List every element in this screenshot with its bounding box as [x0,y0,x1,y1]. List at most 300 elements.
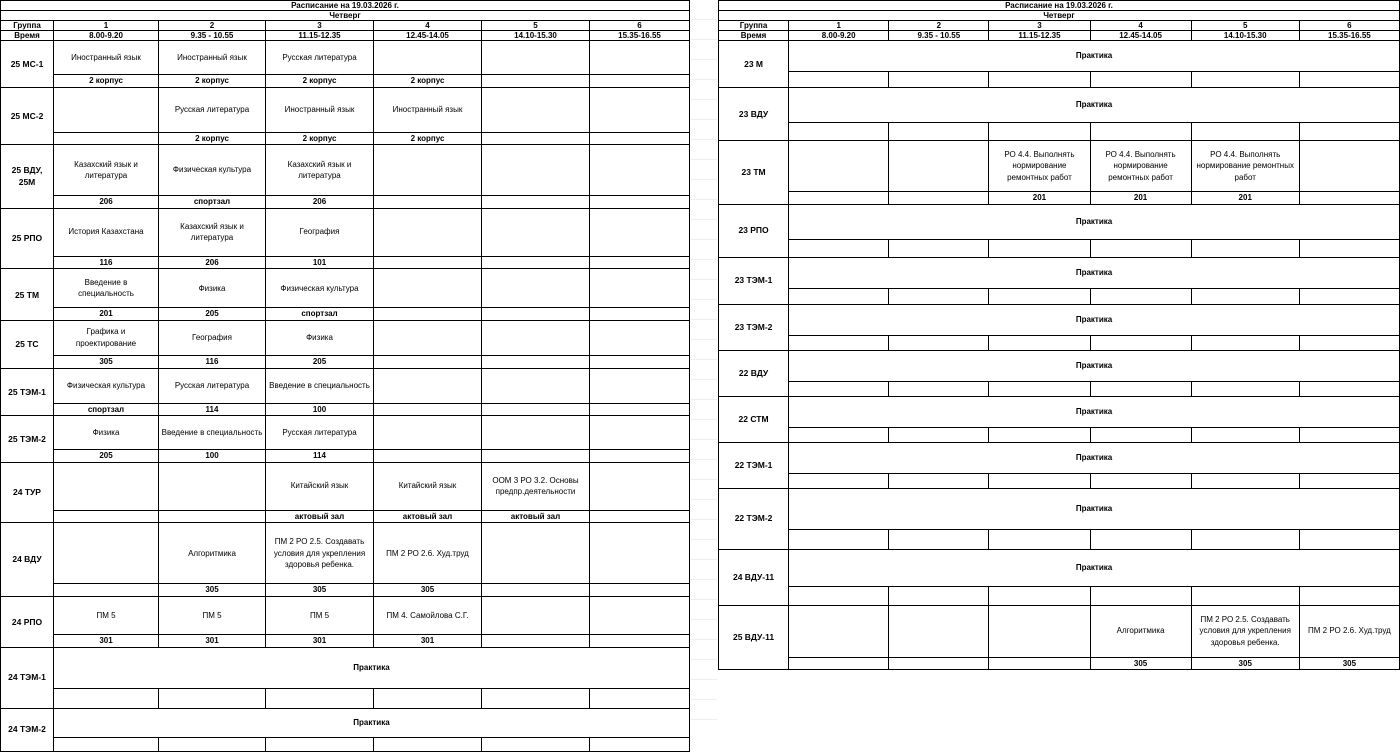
room-cell: 206 [266,196,374,209]
room-row [1,132,690,145]
group-row [1,708,690,737]
room-cell: 2 корпус [374,75,482,88]
room-cell: спортзал [54,403,159,416]
room-cell [1090,586,1191,605]
group-row [719,350,1400,381]
room-cell: 101 [266,256,374,269]
room-row [1,634,690,647]
room-cell [789,192,889,205]
subject-cell: Казахский язык и литература [266,145,374,196]
room-cell: 305 [1299,657,1399,670]
group-row [1,523,690,584]
room-cell: 114 [266,450,374,463]
subject-cell: РО 4.4. Выполнять нормирование ремонтных работ [989,141,1090,192]
subject-cell [1299,141,1399,192]
group-row [719,304,1400,335]
subject-cell [590,269,690,308]
group-row [719,442,1400,473]
practice-cell: Практика [789,350,1400,381]
group-name: 23 ВДУ [719,88,789,141]
room-cell: 301 [266,634,374,647]
room-cell [482,688,590,708]
subject-cell [590,87,690,132]
room-cell [1299,529,1399,549]
room-cell [889,192,989,205]
room-cell: 2 корпус [266,132,374,145]
room-cell: 206 [159,256,266,269]
group-column-header: Группа [719,21,789,31]
room-cell [374,403,482,416]
room-cell [590,196,690,209]
subject-cell [374,145,482,196]
pair-number: 6 [1299,21,1399,31]
group-name: 22 СТМ [719,396,789,442]
pair-time: 8.00-9.20 [789,31,889,41]
subject-cell: Иностранный язык [54,41,159,75]
group-name: 24 ВДУ [1,523,54,597]
schedule-table-right [718,0,1400,670]
room-cell [989,123,1090,141]
subject-cell [590,416,690,450]
room-cell: 2 корпус [54,75,159,88]
time-row [719,31,1400,41]
practice-cell: Практика [789,88,1400,123]
room-cell: 301 [159,634,266,647]
room-cell [590,584,690,597]
room-cell: 305 [54,355,159,368]
subject-cell: Алгоритмика [1090,605,1191,657]
room-cell [590,737,690,751]
pair-number: 4 [374,21,482,31]
practice-cell: Практика [789,204,1400,239]
pair-time: 15.35-16.55 [1299,31,1399,41]
subject-cell [889,141,989,192]
room-cell [590,75,690,88]
room-cell [889,529,989,549]
pair-number: 5 [482,21,590,31]
room-cell [1090,72,1191,88]
pair-number: 6 [590,21,690,31]
group-row [719,88,1400,123]
schedule-title: Расписание на 19.03.2026 г. [1,1,690,11]
room-cell [1090,427,1191,442]
subject-cell [482,208,590,256]
practice-cell: Практика [789,442,1400,473]
room-cell: 205 [54,450,159,463]
group-name: 25 ТС [1,320,54,368]
room-row [719,586,1400,605]
room-row [1,737,690,751]
room-row [1,584,690,597]
group-name: 23 ТЭМ-2 [719,304,789,350]
group-row [719,488,1400,529]
room-cell [989,657,1090,670]
schedule-sheet-left [0,0,690,752]
room-cell [482,75,590,88]
subject-cell [482,41,590,75]
subject-cell: РО 4.4. Выполнять нормирование ремонтных работ [1090,141,1191,192]
practice-cell: Практика [789,488,1400,529]
group-name: 24 ТУР [1,462,54,523]
room-row [1,75,690,88]
time-column-header: Время [1,31,54,41]
room-cell [1191,335,1299,350]
group-name: 24 ТЭМ-1 [1,647,54,708]
subject-cell [482,596,590,634]
room-cell [590,634,690,647]
pair-time: 14.10-15.30 [1191,31,1299,41]
room-cell: актовый зал [482,510,590,523]
room-cell [590,308,690,321]
group-name: 22 ТЭМ-1 [719,442,789,488]
room-cell: 305 [374,584,482,597]
group-name: 24 ТЭМ-2 [1,708,54,751]
room-cell [590,256,690,269]
room-cell [989,473,1090,488]
room-cell [1191,72,1299,88]
group-name: 25 ТМ [1,269,54,321]
group-row [1,596,690,634]
subject-cell: Русская литература [266,41,374,75]
subject-cell [374,269,482,308]
pair-time: 15.35-16.55 [590,31,690,41]
room-cell [1299,427,1399,442]
room-cell [374,196,482,209]
room-cell [54,510,159,523]
room-cell: актовый зал [266,510,374,523]
room-cell [989,381,1090,396]
room-row [719,72,1400,88]
room-cell: 206 [54,196,159,209]
room-cell [889,473,989,488]
room-cell [590,510,690,523]
room-cell [1191,123,1299,141]
subject-cell: ПМ 5 [54,596,159,634]
room-cell [482,355,590,368]
group-name: 25 ТЭМ-1 [1,368,54,416]
subject-cell [374,208,482,256]
pair-number-row [719,21,1400,31]
room-cell [159,737,266,751]
room-cell [1299,239,1399,257]
room-cell [590,355,690,368]
subject-cell [789,605,889,657]
subject-cell: Иностранный язык [159,41,266,75]
room-cell [590,688,690,708]
room-cell [789,381,889,396]
subject-cell: ПМ 5 [266,596,374,634]
schedule-table-left [0,0,690,752]
title-row [719,1,1400,11]
subject-cell [590,523,690,584]
group-row [1,647,690,688]
room-cell: 2 корпус [374,132,482,145]
room-cell [482,450,590,463]
subject-cell [590,368,690,403]
room-cell [374,355,482,368]
room-cell [1090,473,1191,488]
room-cell [54,737,159,751]
room-cell [889,381,989,396]
practice-cell: Практика [54,708,690,737]
subject-cell [374,41,482,75]
room-cell [889,123,989,141]
subject-cell: Введение в специальность [54,269,159,308]
room-cell [482,132,590,145]
subject-cell [482,368,590,403]
subject-cell [159,462,266,510]
subject-cell: ПМ 4. Самойлова С.Г. [374,596,482,634]
room-cell [482,737,590,751]
room-cell: актовый зал [374,510,482,523]
room-cell: 2 корпус [266,75,374,88]
subject-cell: ПМ 2 РО 2.6. Худ.труд [374,523,482,584]
pair-time: 12.45-14.05 [374,31,482,41]
room-row [719,427,1400,442]
room-cell [374,256,482,269]
room-cell [1191,529,1299,549]
room-cell [482,308,590,321]
group-name: 22 ВДУ [719,350,789,396]
subject-cell [590,145,690,196]
room-cell: 116 [159,355,266,368]
group-name: 25 ВДУ, 25М [1,145,54,209]
subject-cell: Физическая культура [266,269,374,308]
pair-time: 14.10-15.30 [482,31,590,41]
room-cell [1090,381,1191,396]
subject-cell: Казахский язык и литература [54,145,159,196]
pair-time: 9.35 - 10.55 [159,31,266,41]
subject-cell [374,320,482,355]
practice-cell: Практика [789,304,1400,335]
group-row [1,145,690,196]
time-column-header: Время [719,31,789,41]
room-row [1,355,690,368]
room-cell [1299,72,1399,88]
room-cell [54,688,159,708]
room-cell [1191,473,1299,488]
room-row [719,529,1400,549]
room-cell [989,586,1090,605]
day-name: Четверг [719,11,1400,21]
group-name: 23 ТМ [719,141,789,205]
room-cell: 205 [159,308,266,321]
group-name: 24 РПО [1,596,54,647]
room-cell [889,427,989,442]
room-cell [1299,192,1399,205]
room-cell [482,634,590,647]
subject-cell: Иностранный язык [374,87,482,132]
group-row [1,269,690,308]
room-cell: 201 [54,308,159,321]
subject-cell: ПМ 2 РО 2.5. Создавать условия для укрепления здоровья ребенка. [1191,605,1299,657]
subject-cell [374,368,482,403]
room-cell [1090,288,1191,304]
room-cell [1191,381,1299,396]
room-cell [789,529,889,549]
subject-cell [54,462,159,510]
room-cell: 305 [266,584,374,597]
subject-cell: ПМ 2 РО 2.5. Создавать условия для укрепления здоровья ребенка. [266,523,374,584]
subject-cell: Физика [159,269,266,308]
subject-cell: ПМ 2 РО 2.6. Худ.труд [1299,605,1399,657]
room-cell [374,688,482,708]
group-row [1,208,690,256]
subject-cell: ООМ 3 РО 3.2. Основы предпр.деятельности [482,462,590,510]
room-row [1,450,690,463]
room-cell [1191,586,1299,605]
group-row [719,549,1400,586]
pair-number: 5 [1191,21,1299,31]
room-cell [266,737,374,751]
room-cell [1090,529,1191,549]
subject-cell [590,208,690,256]
pair-time: 12.45-14.05 [1090,31,1191,41]
pair-number: 2 [889,21,989,31]
group-name: 25 ТЭМ-2 [1,416,54,463]
room-row [1,403,690,416]
subject-cell: Алгоритмика [159,523,266,584]
subject-cell: Иностранный язык [266,87,374,132]
pair-number: 3 [266,21,374,31]
subject-cell [54,87,159,132]
room-cell [889,288,989,304]
room-row [719,192,1400,205]
subject-cell [54,523,159,584]
pair-number: 2 [159,21,266,31]
group-name: 24 ВДУ-11 [719,549,789,605]
pair-number: 1 [789,21,889,31]
room-cell [889,657,989,670]
pair-number: 3 [989,21,1090,31]
group-name: 22 ТЭМ-2 [719,488,789,549]
room-cell [989,72,1090,88]
room-row [719,335,1400,350]
title-row [1,1,690,11]
day-row [719,11,1400,21]
room-cell: 305 [1090,657,1191,670]
group-name: 25 МС-1 [1,41,54,88]
group-row [1,416,690,450]
group-row [719,41,1400,72]
room-cell [590,403,690,416]
room-cell [989,529,1090,549]
practice-cell: Практика [54,647,690,688]
subject-cell [989,605,1090,657]
room-row [719,123,1400,141]
room-cell [989,288,1090,304]
subject-cell [590,462,690,510]
room-cell [789,586,889,605]
subject-cell [482,87,590,132]
group-row [719,141,1400,192]
room-row [719,657,1400,670]
pair-number: 1 [54,21,159,31]
schedule-title: Расписание на 19.03.2026 г. [719,1,1400,11]
group-name: 25 ВДУ-11 [719,605,789,670]
subject-cell: Введение в специальность [266,368,374,403]
room-row [1,256,690,269]
room-cell [889,239,989,257]
room-cell [889,72,989,88]
room-cell: 2 корпус [159,132,266,145]
subject-cell: Графика и проектирование [54,320,159,355]
room-cell [989,335,1090,350]
room-cell: спортзал [159,196,266,209]
pair-time: 11.15-12.35 [266,31,374,41]
subject-cell [590,41,690,75]
room-cell [159,510,266,523]
practice-cell: Практика [789,396,1400,427]
subject-cell: Физика [54,416,159,450]
room-cell: 100 [159,450,266,463]
room-cell [266,688,374,708]
room-cell [1090,123,1191,141]
room-cell [482,196,590,209]
room-cell [789,335,889,350]
room-cell [1299,473,1399,488]
room-cell [1191,427,1299,442]
room-cell [1299,335,1399,350]
room-cell [482,403,590,416]
group-row [719,396,1400,427]
subject-cell: Китайский язык [266,462,374,510]
room-cell: спортзал [266,308,374,321]
pair-time: 9.35 - 10.55 [889,31,989,41]
room-cell [590,450,690,463]
subject-cell [482,320,590,355]
room-cell [1191,239,1299,257]
room-row [719,473,1400,488]
room-cell [1299,586,1399,605]
subject-cell: Физическая культура [159,145,266,196]
room-cell [1299,381,1399,396]
subject-cell [482,416,590,450]
subject-cell: Физика [266,320,374,355]
room-cell [374,308,482,321]
subject-cell: Введение в специальность [159,416,266,450]
subject-cell [789,141,889,192]
room-cell [374,737,482,751]
group-row [1,41,690,75]
room-row [719,288,1400,304]
subject-cell: Казахский язык и литература [159,208,266,256]
room-cell [889,586,989,605]
day-row [1,11,690,21]
subject-cell [482,145,590,196]
group-column-header: Группа [1,21,54,31]
room-row [1,510,690,523]
subject-cell: История Казахстана [54,208,159,256]
room-cell: 205 [266,355,374,368]
room-cell [989,239,1090,257]
room-cell: 301 [374,634,482,647]
group-row [719,605,1400,657]
room-cell [159,688,266,708]
room-cell [1191,288,1299,304]
sheet-gap [691,0,717,720]
group-name: 25 МС-2 [1,87,54,145]
room-row [719,381,1400,396]
room-cell [54,132,159,145]
room-cell: 301 [54,634,159,647]
room-cell: 201 [1191,192,1299,205]
room-cell [54,584,159,597]
subject-cell: Русская литература [159,87,266,132]
room-cell [482,584,590,597]
room-row [1,308,690,321]
room-cell: 114 [159,403,266,416]
